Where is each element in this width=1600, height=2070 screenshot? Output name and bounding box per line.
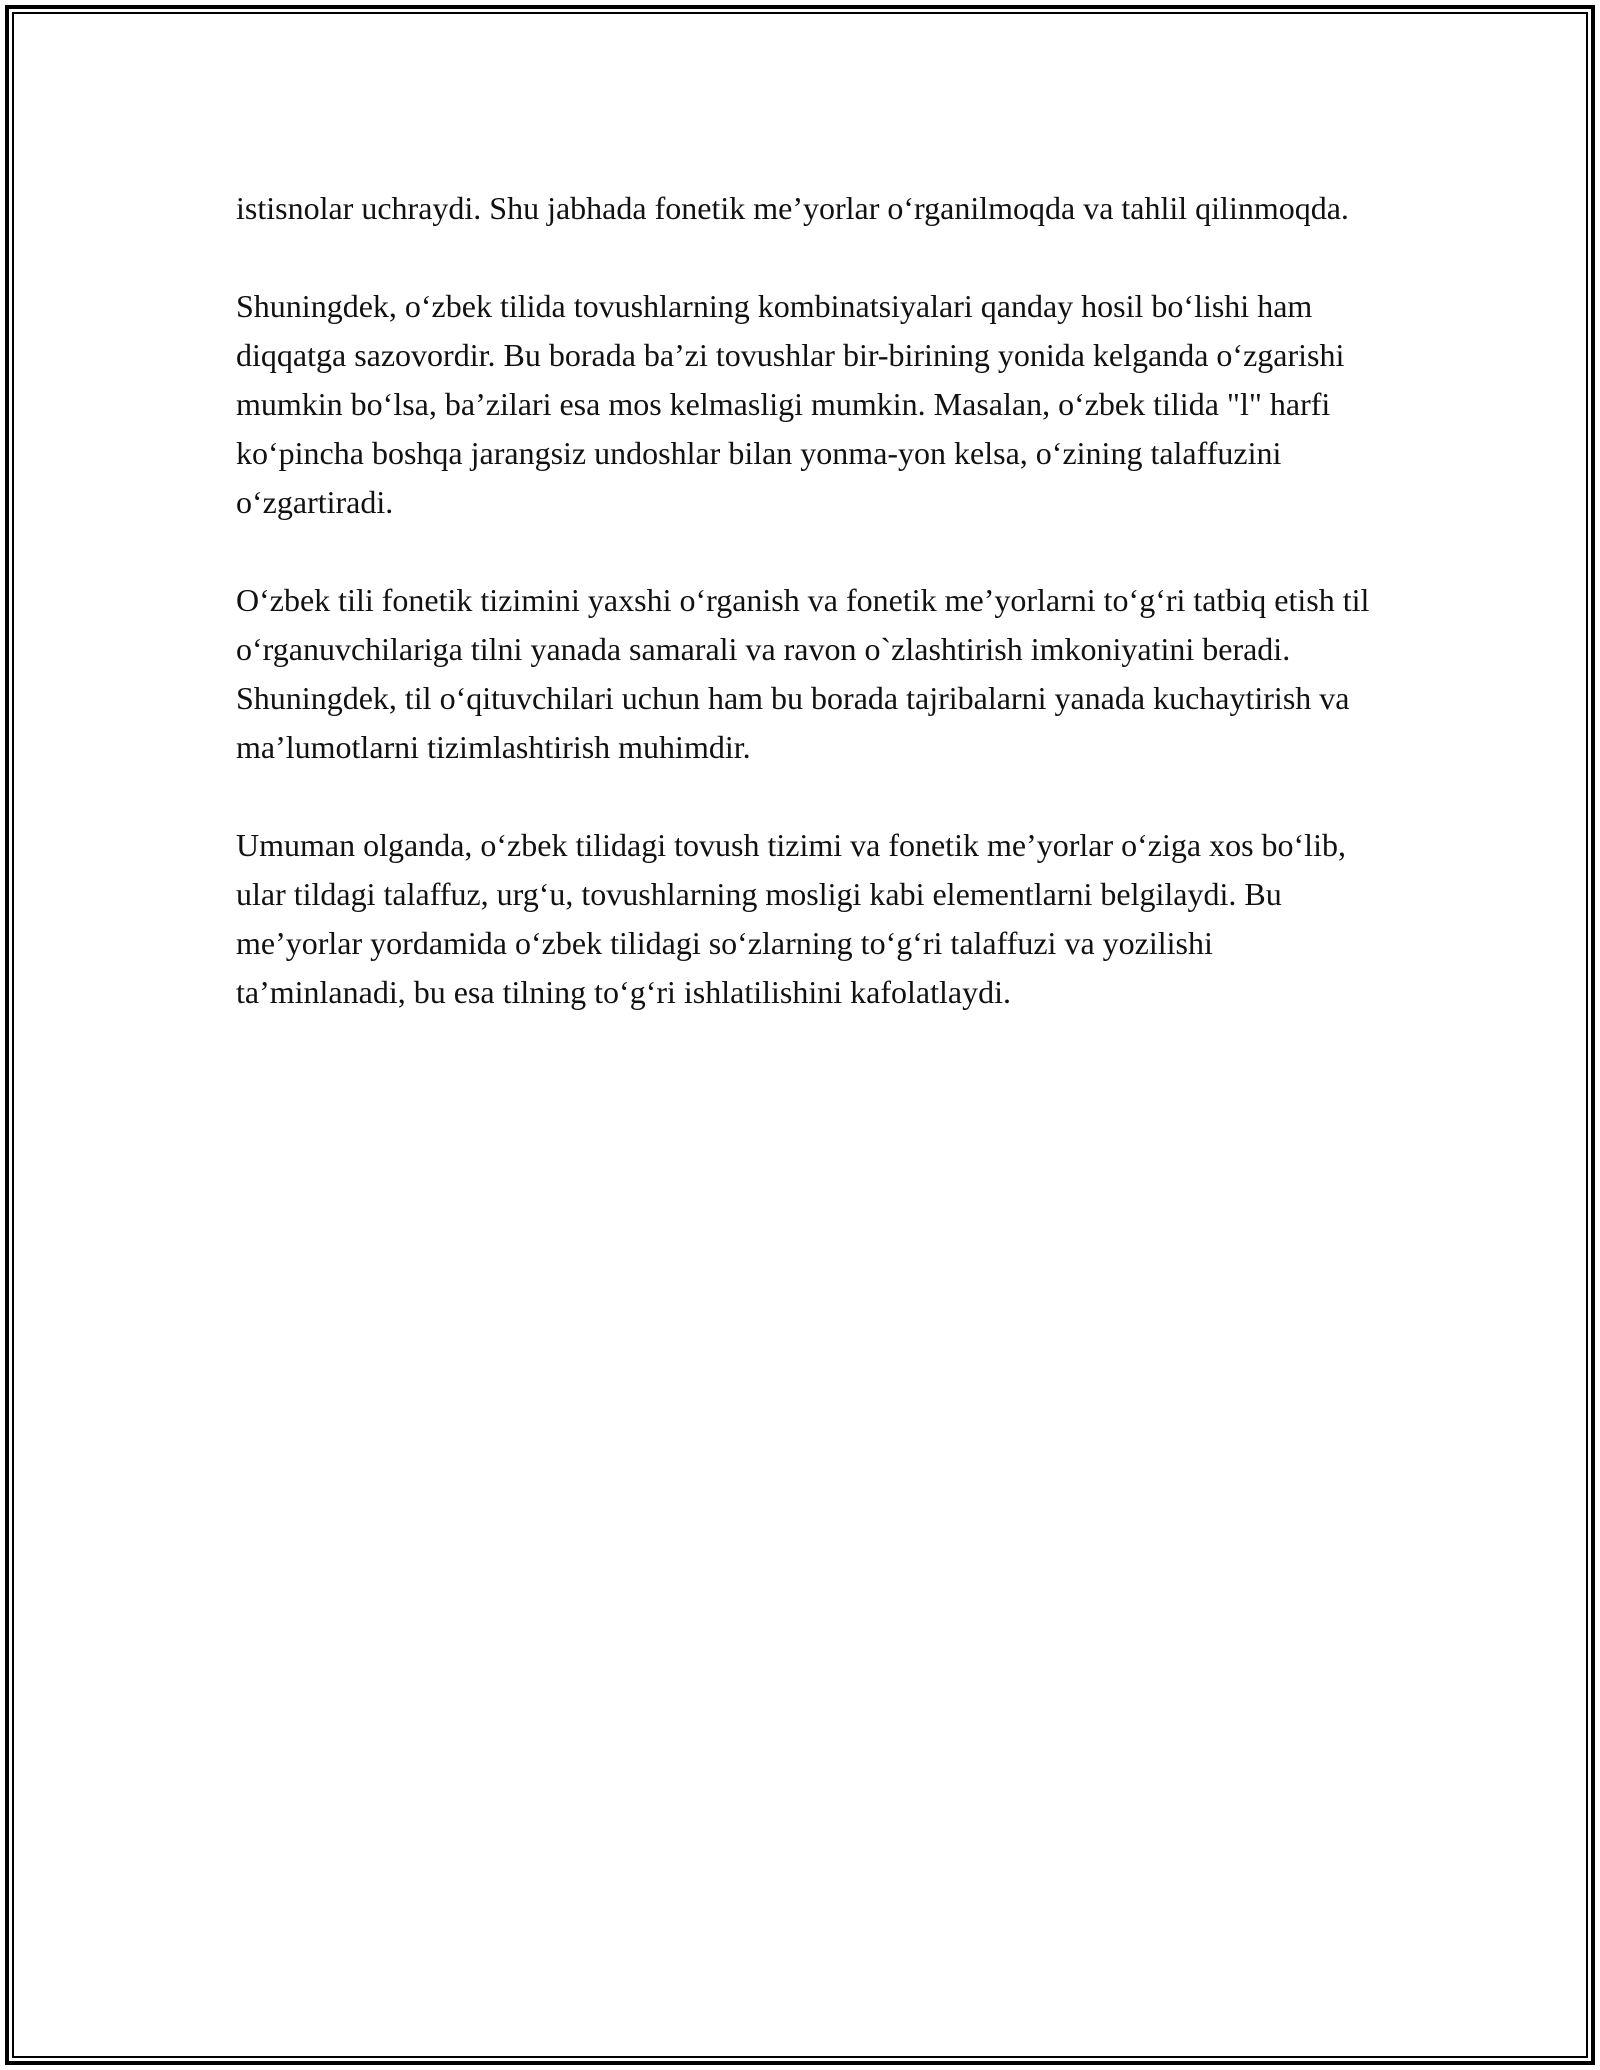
- paragraph-1: istisnolar uchraydi. Shu jabhada fonetik me’yorlar o‘rganilmoqda va tahlil qilinmoqda.: [236, 190, 1349, 226]
- paragraph-3: O‘zbek tili fonetik tizimini yaxshi o‘rganish va fonetik me’yorlarni to‘g‘ri tatbiq etish til o‘rganuvchilariga tilni yanada samarali va ravon o`zlashtirish imkoniyatini beradi. Shuningdek, til o‘qituvchilari uchun ham bu borada tajribalarni yanada kuchaytirish va ma’lumotlarni tizimlashtirish muhimdir.: [236, 582, 1370, 765]
- paragraph-4: Umuman olganda, o‘zbek tilidagi tovush tizimi va fonetik me’yorlar o‘ziga xos bo‘lib, ular tildagi talaffuz, urg‘u, tovushlarning mosligi kabi elementlarni belgilaydi. Bu me’yorlar yordamida o‘zbek tilidagi so‘zlarning to‘g‘ri talaffuzi va yozilishi ta’minlanadi, bu esa tilning to‘g‘ri ishlatilishini kafolatlaydi.: [236, 827, 1346, 1010]
- paragraph-2: Shuningdek, o‘zbek tilida tovushlarning kombinatsiyalari qanday hosil bo‘lishi ham diqqatga sazovordir. Bu borada ba’zi tovushlar bir-birining yonida kelganda o‘zgarishi mumkin bo‘lsa, ba’zilari esa mos kelmasligi mumkin. Masalan, o‘zbek tilida "l" harfi ko‘pincha boshqa jarangsiz undoshlar bilan yonma-yon kelsa, o‘zining talaffuzini o‘zgartiradi.: [236, 288, 1345, 520]
- document-body: [236, 184, 1376, 1017]
